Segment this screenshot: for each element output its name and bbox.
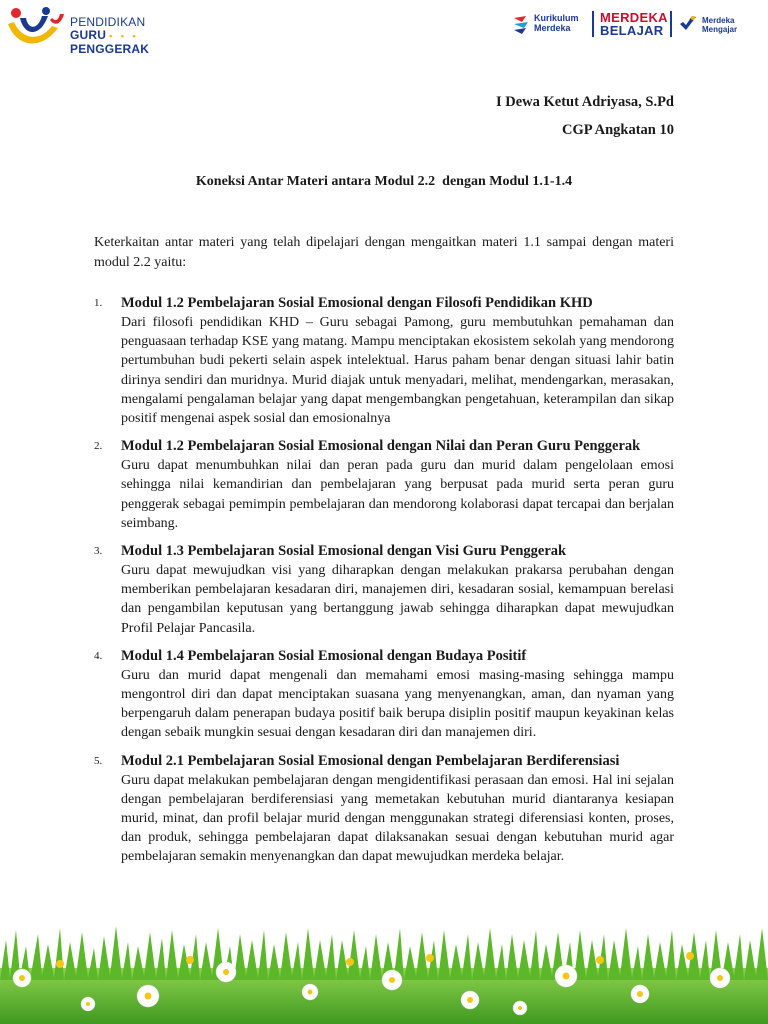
list-item-number: 3. [94, 545, 103, 558]
author-name: I Dewa Ketut Adriyasa, S.Pd [495, 94, 674, 110]
logo-text-penggerak: PENGGERAK [70, 42, 150, 56]
merdeka-mengajar-line1: Merdeka [702, 16, 735, 25]
list-item-body: Guru dan murid dapat mengenali dan memahami emosi masing-masing sehingga mampu mengontrol diri dan dapat menciptakan suasana yang menyenangkan, aman, dan nyaman yang berpengaruh dalam penerapan budaya positif baik berupa disiplin positif maupun keyakinan kelas dengan sebaik mungkin sesuai dengan kesadaran diri dan manajemen diri. [121, 667, 674, 741]
guru-penggerak-logo [6, 6, 156, 58]
grass-flowers-decoration [0, 920, 768, 1024]
list-item-number: 5. [94, 754, 103, 767]
logo-text-guru: GURU [70, 28, 107, 42]
kurikulum-merdeka-text [534, 13, 579, 33]
logo-text-pendidikan: PENDIDIKAN [70, 15, 146, 29]
list-item-body: Dari filosofi pendidikan KHD – Guru sebagai Pamong, guru membutuhkan pemahaman dan penguasaan terhadap KSE yang matang. Mampu menciptakan ekosistem sekolah yang mendorong pertumbuhan budi pekerti selain aspek intelektual. Harus paham benar dengan situasi lahir batin dirinya sendiri dan muridnya. Murid diajak untuk menyadari, melihat, mendengarkan, merasakan, mengalami pengalaman belajar yang dapat mengembangkan pengetahuan, keterampilan dan sikap positif mengenai aspek sosial dan emosionalnya [121, 315, 674, 427]
logo-divider [670, 11, 672, 37]
author-cohort: CGP Angkatan 10 [562, 122, 674, 138]
list-item-heading: Modul 2.1 Pembelajaran Sosial Emosional dengan Pembelajaran Berdiferensiasi [121, 752, 620, 769]
document-title: Koneksi Antar Materi antara Modul 2.2 dengan Modul 1.1-1.4 [195, 174, 573, 189]
kurikulum-text-line1: Kurikulum [534, 13, 579, 23]
list-item-body: Guru dapat menumbuhkan nilai dan peran pada guru dan murid dalam pengelolaan emosi sehingga nilai kemandirian dan pembelajaran yang berpusat pada murid serta peran guru penggerak sebagai pemimpin pembelajaran dan mendorong kolaborasi dapat tercapai dan berjalan seimbang. [121, 458, 674, 531]
list-item-heading: Modul 1.4 Pembelajaran Sosial Emosional dengan Budaya Positif [121, 647, 527, 664]
page-header [0, 0, 768, 70]
merdeka-belajar-line2: BELAJAR [600, 23, 664, 38]
module-connection-list [94, 293, 674, 875]
intro-paragraph: Keterkaitan antar materi yang telah dipelajari dengan mengaitkan materi 1.1 sampai dengan materi modul 2.2 yaitu: [94, 235, 674, 270]
list-item [94, 751, 674, 867]
list-item-number: 2. [94, 440, 103, 453]
list-item [94, 293, 674, 428]
kurikulum-merdeka-icon [512, 14, 532, 36]
logo-divider [592, 11, 594, 37]
merdeka-mengajar-text [702, 16, 737, 34]
kurikulum-text-line2: Merdeka [534, 23, 571, 33]
list-item-heading: Modul 1.2 Pembelajaran Sosial Emosional dengan Nilai dan Peran Guru Penggerak [121, 438, 641, 455]
list-item-number: 1. [94, 297, 103, 309]
guru-penggerak-emblem-icon [6, 6, 68, 56]
list-item-heading: Modul 1.2 Pembelajaran Sosial Emosional dengan Filosofi Pendidikan KHD [121, 295, 593, 311]
logo-dots: • • • [109, 31, 139, 41]
list-item [94, 436, 674, 533]
merdeka-mengajar-line2: Mengajar [702, 25, 738, 34]
list-item-body: Guru dapat melakukan pembelajaran dengan mengidentifikasi perasaan dan emosi. Hal ini sejalan dengan pembelajaran berdiferensiasi yang memetakan kebutuhan murid diantaranya kesiapan murid, minat, dan profil belajar murid dengan menggunakan strategi diferensiasi konten, proses, dan produk, sehingga pembelajaran dapat dilaksanakan sesuai dengan kebutuhan murid agar pembelajaran semakin menyenangkan dan dapat mewujudkan merdeka belajar. [121, 772, 674, 865]
merdeka-mengajar-icon [678, 14, 698, 34]
ministry-logos [512, 10, 762, 42]
author-block [496, 88, 674, 144]
merdeka-belajar-line1: MERDEKA [600, 10, 668, 25]
merdeka-belajar-logo [600, 11, 668, 37]
list-item-body: Guru dapat mewujudkan visi yang diharapkan dengan melakukan prakarsa perubahan dengan memberikan pembelajaran kesadaran diri, manajemen diri, kesadaran sosial, kemampuan berelasi dan pengambilan keputusan yang bertanggung jawab sehingga diharapkan dapat mewujudkan Profil Pelajar Pancasila. [121, 563, 674, 636]
list-item-heading: Modul 1.3 Pembelajaran Sosial Emosional dengan Visi Guru Penggerak [121, 543, 567, 560]
list-item [94, 541, 674, 638]
list-item-number: 4. [94, 649, 103, 662]
list-item [94, 646, 674, 743]
